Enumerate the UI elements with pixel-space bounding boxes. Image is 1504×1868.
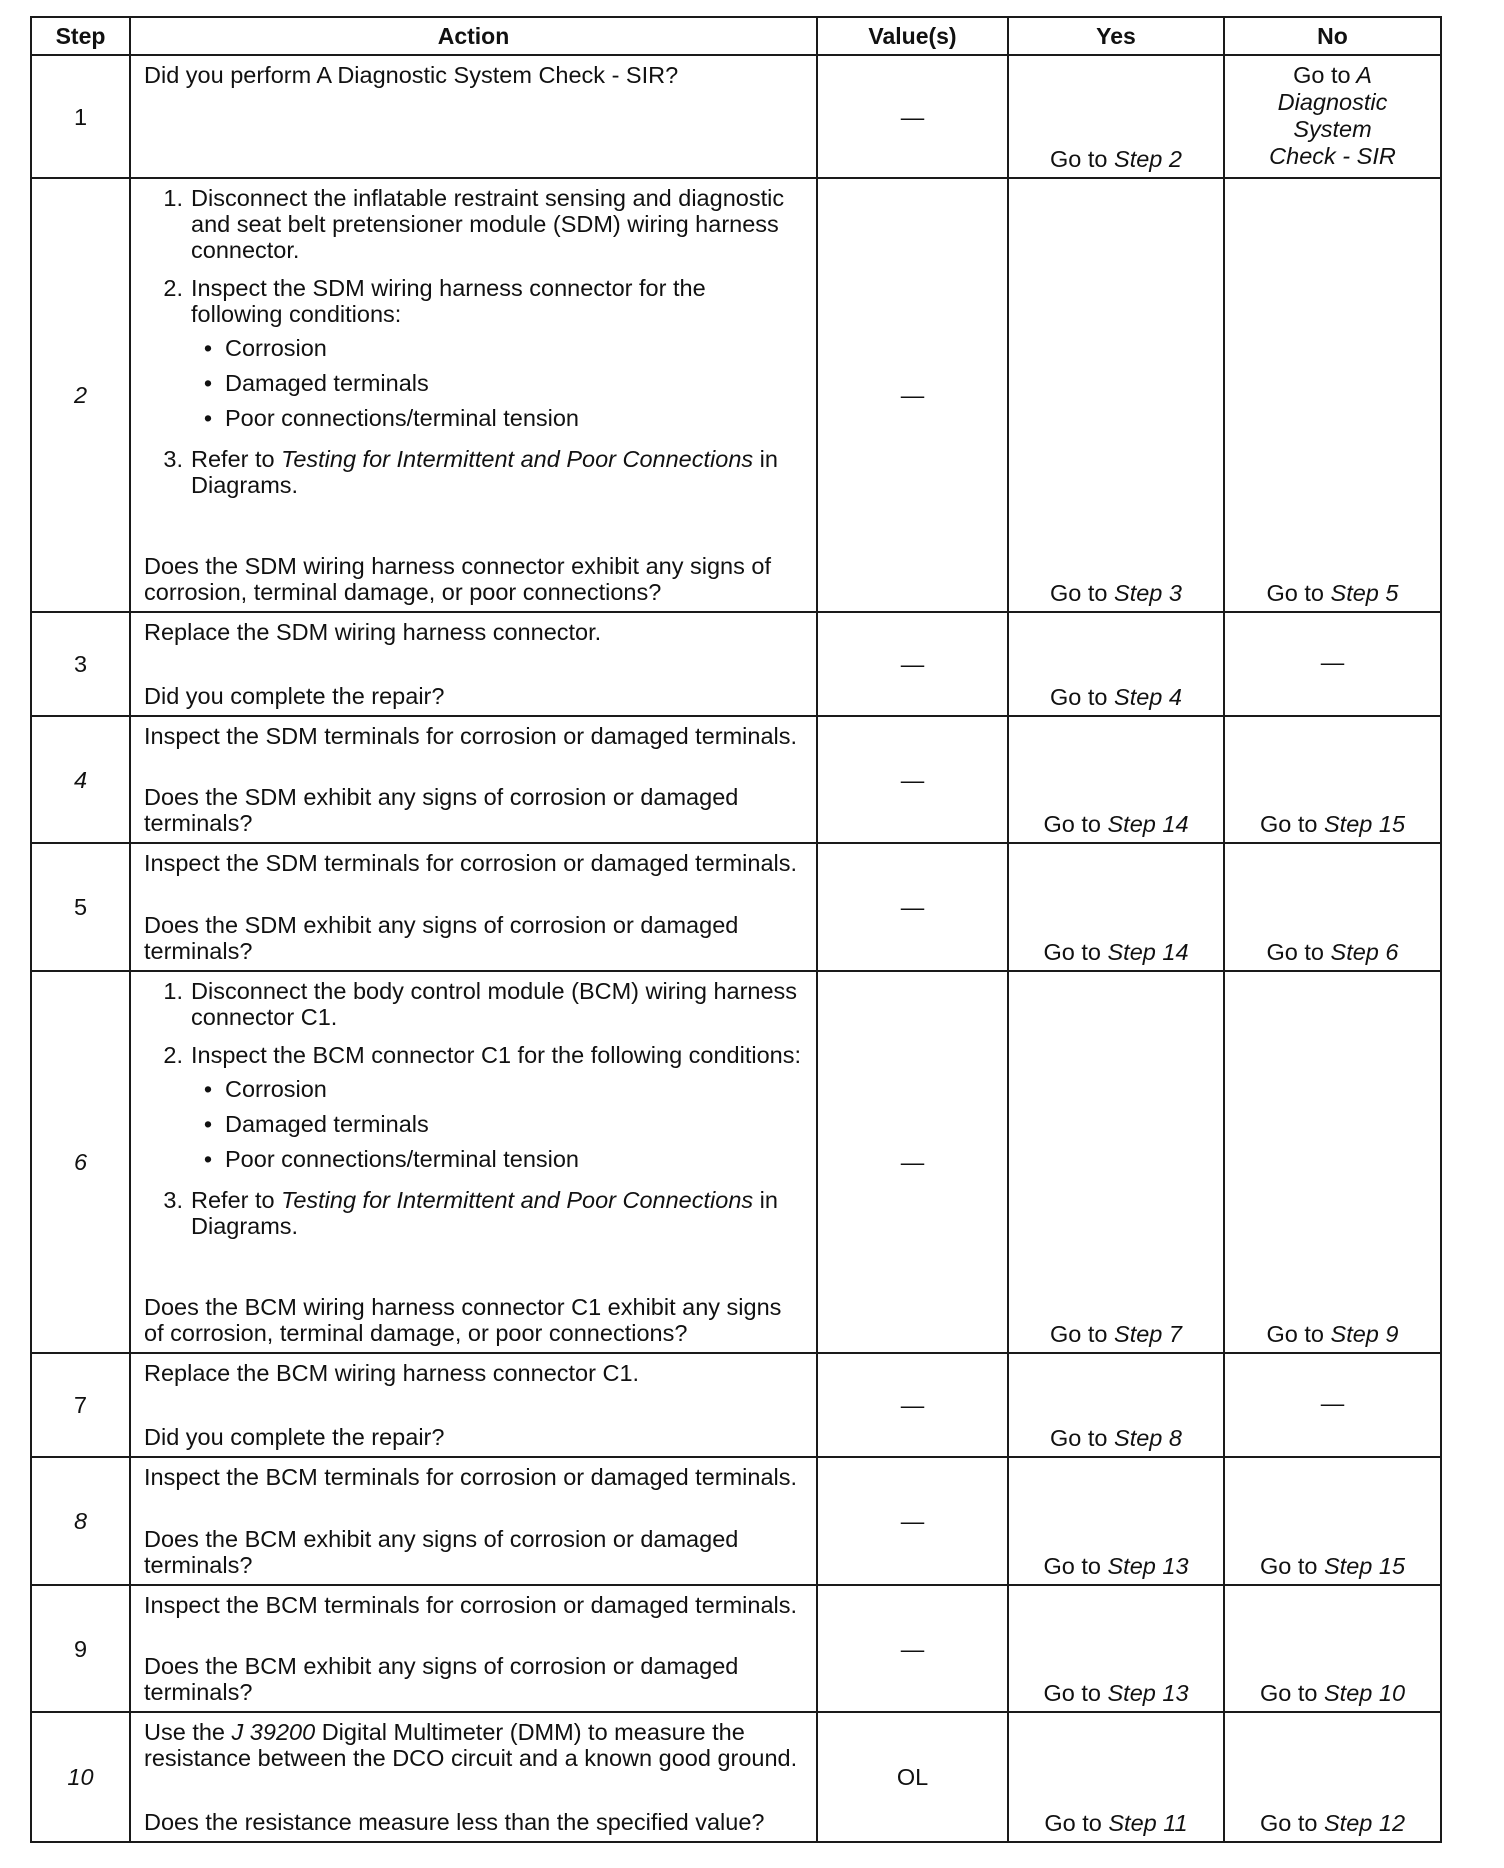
no-cell[interactable]	[1224, 1457, 1441, 1585]
goto-label: Go to	[1293, 62, 1351, 88]
yes-step-link[interactable]: Step 13	[1107, 1553, 1189, 1579]
no-cell[interactable]	[1224, 971, 1441, 1353]
step-number: 2	[31, 178, 130, 612]
list-item	[144, 1187, 802, 1239]
value-cell: —	[817, 1457, 1008, 1585]
item-text: Refer to	[191, 1187, 275, 1213]
table-row	[31, 612, 1441, 716]
header-values: Value(s)	[817, 17, 1008, 55]
action-cell	[130, 1457, 817, 1585]
table-row	[31, 971, 1441, 1353]
yes-step-link[interactable]: Step 14	[1107, 811, 1189, 837]
header-row	[31, 17, 1441, 55]
no-cell[interactable]	[1224, 178, 1441, 612]
value-cell: —	[817, 612, 1008, 716]
table-row	[31, 1457, 1441, 1585]
yes-step-link[interactable]: Step 13	[1107, 1680, 1189, 1706]
action-cell	[130, 971, 817, 1353]
action-text: Inspect the BCM terminals for corrosion or damaged terminals.	[144, 1464, 798, 1490]
action-question: Did you complete the repair?	[144, 683, 445, 709]
step-number: 3	[31, 612, 130, 716]
yes-step-link[interactable]: Step 14	[1107, 939, 1189, 965]
step-number: 4	[31, 716, 130, 843]
numbered-list	[144, 185, 802, 498]
step-number: 5	[31, 843, 130, 971]
action-question: Does the SDM exhibit any signs of corrosion or damaged terminals?	[144, 912, 739, 964]
action-cell	[130, 1712, 817, 1842]
no-cell[interactable]	[1224, 1585, 1441, 1712]
reference-link[interactable]: Testing for Intermittent and Poor Connections	[281, 1187, 754, 1213]
item-text: in Diagrams.	[191, 446, 778, 498]
goto-label: Go to	[1259, 1810, 1318, 1836]
bullet-text: Poor connections/terminal tension	[225, 1146, 580, 1172]
action-text-part: Digital Multimeter (DMM) to measure the resistance between the DCO circuit and a known good ground.	[144, 1719, 798, 1771]
item-number: 1.	[163, 185, 183, 211]
goto-label: Go to	[1266, 939, 1324, 965]
list-item	[144, 275, 802, 440]
item-text: Disconnect the body control module (BCM) wiring harness connector C1.	[191, 978, 798, 1030]
no-step-link[interactable]: Step 12	[1324, 1810, 1406, 1836]
goto-label: Go to	[1266, 1321, 1324, 1347]
list-item	[144, 978, 802, 1030]
header-step: Step	[31, 17, 130, 55]
action-text: Replace the BCM wiring harness connector C1.	[144, 1360, 640, 1386]
yes-cell[interactable]	[1008, 55, 1224, 178]
no-step-link[interactable]: Step 15	[1324, 1553, 1406, 1579]
yes-step-link[interactable]: Step 4	[1114, 684, 1182, 710]
action-cell	[130, 55, 817, 178]
yes-step-link[interactable]: Step 8	[1114, 1425, 1182, 1451]
no-link-line[interactable]: Check - SIR	[1269, 143, 1396, 169]
tool-reference: J 39200	[231, 1719, 316, 1745]
no-cell[interactable]	[1224, 843, 1441, 971]
value-cell: —	[817, 1353, 1008, 1457]
action-text: Did you perform A Diagnostic System Check - SIR?	[144, 62, 679, 88]
table-row	[31, 1353, 1441, 1457]
yes-cell[interactable]	[1008, 971, 1224, 1353]
action-text: Inspect the SDM terminals for corrosion or damaged terminals.	[144, 850, 798, 876]
step-number: 6	[31, 971, 130, 1353]
item-number: 3.	[163, 446, 183, 472]
yes-cell[interactable]	[1008, 1585, 1224, 1712]
no-cell[interactable]	[1224, 716, 1441, 843]
no-step-link[interactable]: Step 9	[1330, 1321, 1399, 1347]
no-step-link[interactable]: Step 6	[1330, 939, 1399, 965]
yes-step-link[interactable]: Step 11	[1108, 1810, 1188, 1836]
action-question: Does the SDM exhibit any signs of corrosion or damaged terminals?	[144, 784, 739, 836]
value-cell: OL	[817, 1712, 1008, 1842]
item-text: Refer to	[191, 446, 275, 472]
no-step-link[interactable]: Step 10	[1324, 1680, 1406, 1706]
table-row	[31, 178, 1441, 612]
item-text: Disconnect the inflatable restraint sensing and diagnostic and seat belt pretensioner module (SDM) wiring harness connector.	[191, 185, 785, 263]
action-text: Inspect the SDM terminals for corrosion or damaged terminals.	[144, 723, 798, 749]
table-row	[31, 55, 1441, 178]
action-cell	[130, 1353, 817, 1457]
no-cell[interactable]	[1224, 55, 1441, 178]
yes-step-link[interactable]: Step 7	[1114, 1321, 1182, 1347]
item-text: Inspect the SDM wiring harness connector for the following conditions:	[191, 275, 706, 327]
item-text: in Diagrams.	[191, 1187, 778, 1239]
item-number: 1.	[163, 978, 183, 1004]
yes-cell[interactable]	[1008, 716, 1224, 843]
list-item	[144, 185, 802, 263]
goto-label: Go to	[1050, 146, 1108, 172]
action-question: Did you complete the repair?	[144, 1424, 445, 1450]
bullet-text: Damaged terminals	[225, 1111, 429, 1137]
goto-label: Go to	[1050, 580, 1108, 606]
table-row	[31, 1585, 1441, 1712]
goto-label: Go to	[1043, 939, 1101, 965]
action-cell	[130, 1585, 817, 1712]
bullet-list	[191, 1076, 802, 1172]
goto-label: Go to	[1259, 1680, 1318, 1706]
list-item	[144, 1042, 802, 1181]
value-cell: —	[817, 1585, 1008, 1712]
yes-cell[interactable]	[1008, 178, 1224, 612]
yes-step-link[interactable]: Step 3	[1114, 580, 1182, 606]
table-row	[31, 1712, 1441, 1842]
action-question: Does the resistance measure less than the specified value?	[144, 1809, 765, 1835]
goto-label: Go to	[1050, 1321, 1108, 1347]
item-number: 2.	[163, 275, 183, 301]
action-question: Does the BCM exhibit any signs of corrosion or damaged terminals?	[144, 1526, 739, 1578]
header-action: Action	[130, 17, 817, 55]
action-question: Does the SDM wiring harness connector exhibit any signs of corrosion, terminal damage, or poor connections?	[144, 553, 771, 605]
action-question: Does the BCM wiring harness connector C1 exhibit any signs of corrosion, terminal damage, or poor connections?	[144, 1294, 782, 1346]
no-link-line[interactable]	[1225, 62, 1440, 89]
yes-cell[interactable]	[1008, 1712, 1224, 1842]
bullet-item: • Poor connections/terminal tension	[203, 405, 580, 431]
value-cell: —	[817, 716, 1008, 843]
yes-step-link[interactable]: Step 2	[1114, 146, 1182, 172]
action-cell	[130, 612, 817, 716]
header-yes: Yes	[1008, 17, 1224, 55]
action-text-part: Use the	[144, 1719, 225, 1745]
action-question: Does the BCM exhibit any signs of corrosion or damaged terminals?	[144, 1653, 739, 1705]
no-cell: —	[1224, 612, 1441, 716]
value-cell: —	[817, 55, 1008, 178]
bullet-item: • Corrosion	[203, 1076, 327, 1102]
goto-label: Go to	[1050, 1425, 1108, 1451]
numbered-list	[144, 978, 802, 1239]
item-text: Inspect the BCM connector C1 for the following conditions:	[191, 1042, 802, 1068]
action-text	[144, 1719, 802, 1771]
bullet-text: Damaged terminals	[225, 370, 429, 396]
item-number: 3.	[163, 1187, 183, 1213]
no-step-link[interactable]: Step 5	[1330, 580, 1399, 606]
goto-label: Go to	[1043, 1680, 1101, 1706]
no-link-word: A	[1356, 62, 1372, 88]
bullet-list	[191, 335, 802, 431]
list-item	[144, 446, 802, 498]
step-number: 10	[31, 1712, 130, 1842]
item-number: 2.	[163, 1042, 183, 1068]
reference-link[interactable]: Testing for Intermittent and Poor Connections	[281, 446, 754, 472]
action-text: Replace the SDM wiring harness connector.	[144, 619, 602, 645]
step-number: 9	[31, 1585, 130, 1712]
action-text: Inspect the BCM terminals for corrosion or damaged terminals.	[144, 1592, 798, 1618]
action-cell	[130, 178, 817, 612]
bullet-text: Corrosion	[225, 1076, 327, 1102]
goto-label: Go to	[1050, 684, 1108, 710]
bullet-text: Poor connections/terminal tension	[225, 405, 580, 431]
step-number: 1	[31, 55, 130, 178]
yes-cell[interactable]	[1008, 1457, 1224, 1585]
value-cell: —	[817, 843, 1008, 971]
bullet-item: • Damaged terminals	[203, 370, 429, 396]
bullet-text: Corrosion	[225, 335, 327, 361]
yes-cell[interactable]	[1008, 1353, 1224, 1457]
no-step-link[interactable]: Step 15	[1324, 811, 1406, 837]
goto-label: Go to	[1259, 811, 1318, 837]
no-cell[interactable]	[1224, 1712, 1441, 1842]
bullet-item: • Damaged terminals	[203, 1111, 429, 1137]
header-no: No	[1224, 17, 1441, 55]
goto-label: Go to	[1043, 1553, 1101, 1579]
action-cell	[130, 843, 817, 971]
yes-cell[interactable]	[1008, 612, 1224, 716]
step-number: 7	[31, 1353, 130, 1457]
diagnostic-table	[30, 16, 1442, 1843]
goto-label: Go to	[1259, 1553, 1318, 1579]
value-cell: —	[817, 178, 1008, 612]
step-number: 8	[31, 1457, 130, 1585]
goto-label: Go to	[1044, 1810, 1102, 1836]
action-cell	[130, 716, 817, 843]
value-cell: —	[817, 971, 1008, 1353]
no-link-line[interactable]: System	[1293, 116, 1372, 142]
goto-label: Go to	[1043, 811, 1101, 837]
bullet-item: • Poor connections/terminal tension	[203, 1146, 580, 1172]
bullet-item: • Corrosion	[203, 335, 327, 361]
table-row	[31, 716, 1441, 843]
goto-label: Go to	[1266, 580, 1324, 606]
no-cell: —	[1224, 1353, 1441, 1457]
yes-cell[interactable]	[1008, 843, 1224, 971]
no-link-line[interactable]: Diagnostic	[1277, 89, 1388, 115]
table-row	[31, 843, 1441, 971]
